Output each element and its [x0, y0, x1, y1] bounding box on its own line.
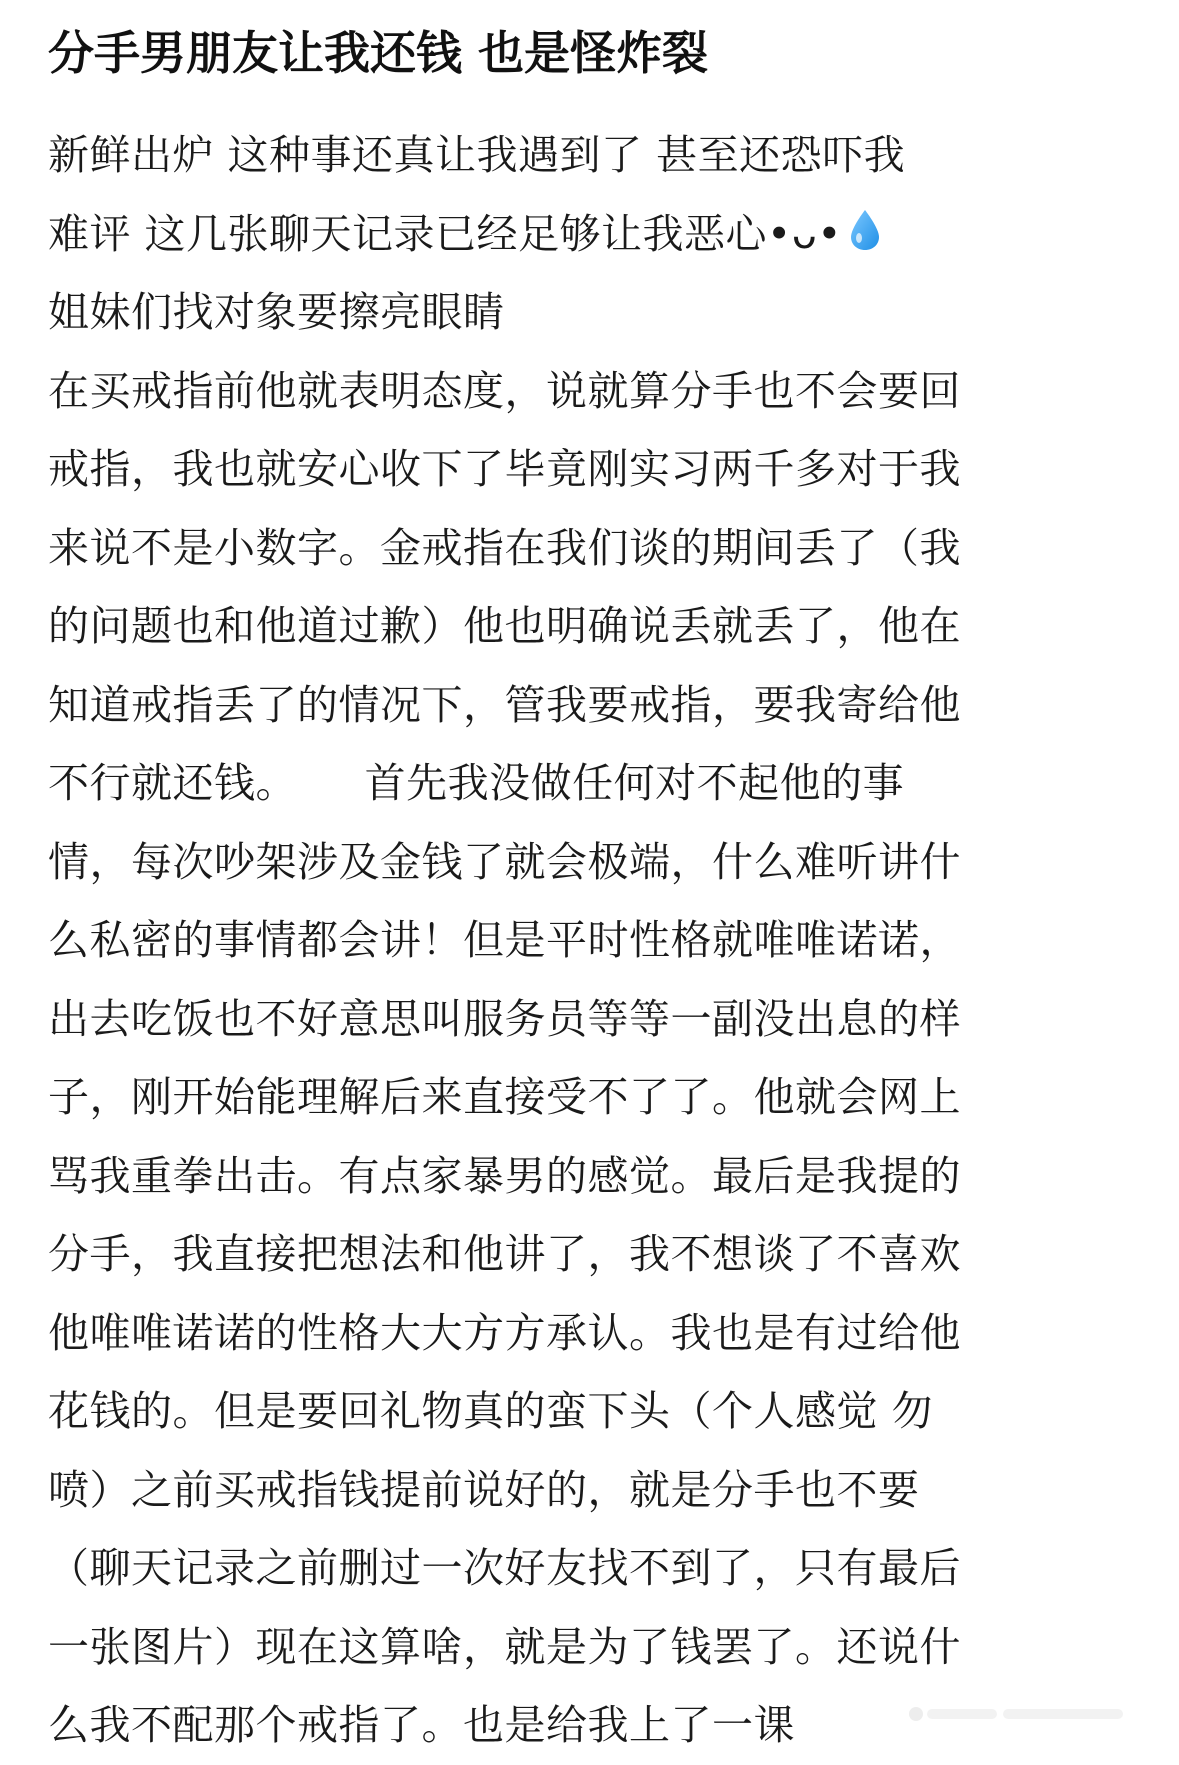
post-title: 分手男朋友让我还钱 也是怪炸裂	[48, 26, 709, 80]
body-line: 分手，我直接把想法和他讲了，我不想谈了不喜欢	[48, 1230, 961, 1278]
body-line: 喷）之前买戒指钱提前说好的，就是分手也不要	[48, 1465, 920, 1514]
post-body	[48, 116, 1133, 1765]
body-line: 一张图片）现在这算啥，就是为了钱罢了。还说什	[48, 1622, 961, 1671]
body-line: 么私密的事情都会讲！但是平时性格就唯唯诺诺，	[48, 916, 961, 964]
body-line: （聊天记录之前删过一次好友找不到了，只有最后	[48, 1544, 961, 1592]
body-line: 花钱的。但是要回礼物真的蛮下头（个人感觉 勿	[48, 1387, 934, 1435]
body-line: 么我不配那个戒指了。也是给我上了一课	[48, 1701, 795, 1749]
body-line: 新鲜出炉 这种事还真让我遇到了 甚至还恐吓我	[48, 131, 906, 179]
body-line: 来说不是小数字。金戒指在我们谈的期间丢了（我	[48, 523, 961, 572]
watermark-bar	[1003, 1709, 1123, 1719]
body-line: 在买戒指前他就表明态度，说就算分手也不会要回	[48, 366, 961, 415]
watermark-dot	[909, 1707, 923, 1721]
body-line: 难评 这几张聊天记录已经足够让我恶心•ᴗ•	[48, 195, 1133, 274]
body-line: 戒指，我也就安心收下了毕竟刚实习两千多对于我	[48, 445, 961, 493]
watermark-bar	[927, 1709, 997, 1719]
body-line: 子，刚开始能理解后来直接受不了了。他就会网上	[48, 1073, 961, 1121]
watermark	[909, 1694, 1159, 1734]
body-line: 不行就还钱。 首先我没做任何对不起他的事	[48, 759, 905, 807]
body-line: 知道戒指丢了的情况下，管我要戒指，要我寄给他	[48, 680, 961, 729]
body-line: 姐妹们找对象要擦亮眼睛	[48, 288, 505, 336]
droplet-icon	[848, 199, 882, 278]
body-line: 情，每次吵架涉及金钱了就会极端，什么难听讲什	[48, 837, 961, 886]
body-line: 出去吃饭也不好意思叫服务员等等一副没出息的样	[48, 994, 961, 1043]
body-line: 他唯唯诺诺的性格大大方方承认。我也是有过给他	[48, 1308, 961, 1357]
body-line: 骂我重拳出击。有点家暴男的感觉。最后是我提的	[48, 1151, 961, 1200]
body-line: 的问题也和他道过歉）他也明确说丢就丢了，他在	[48, 602, 961, 650]
